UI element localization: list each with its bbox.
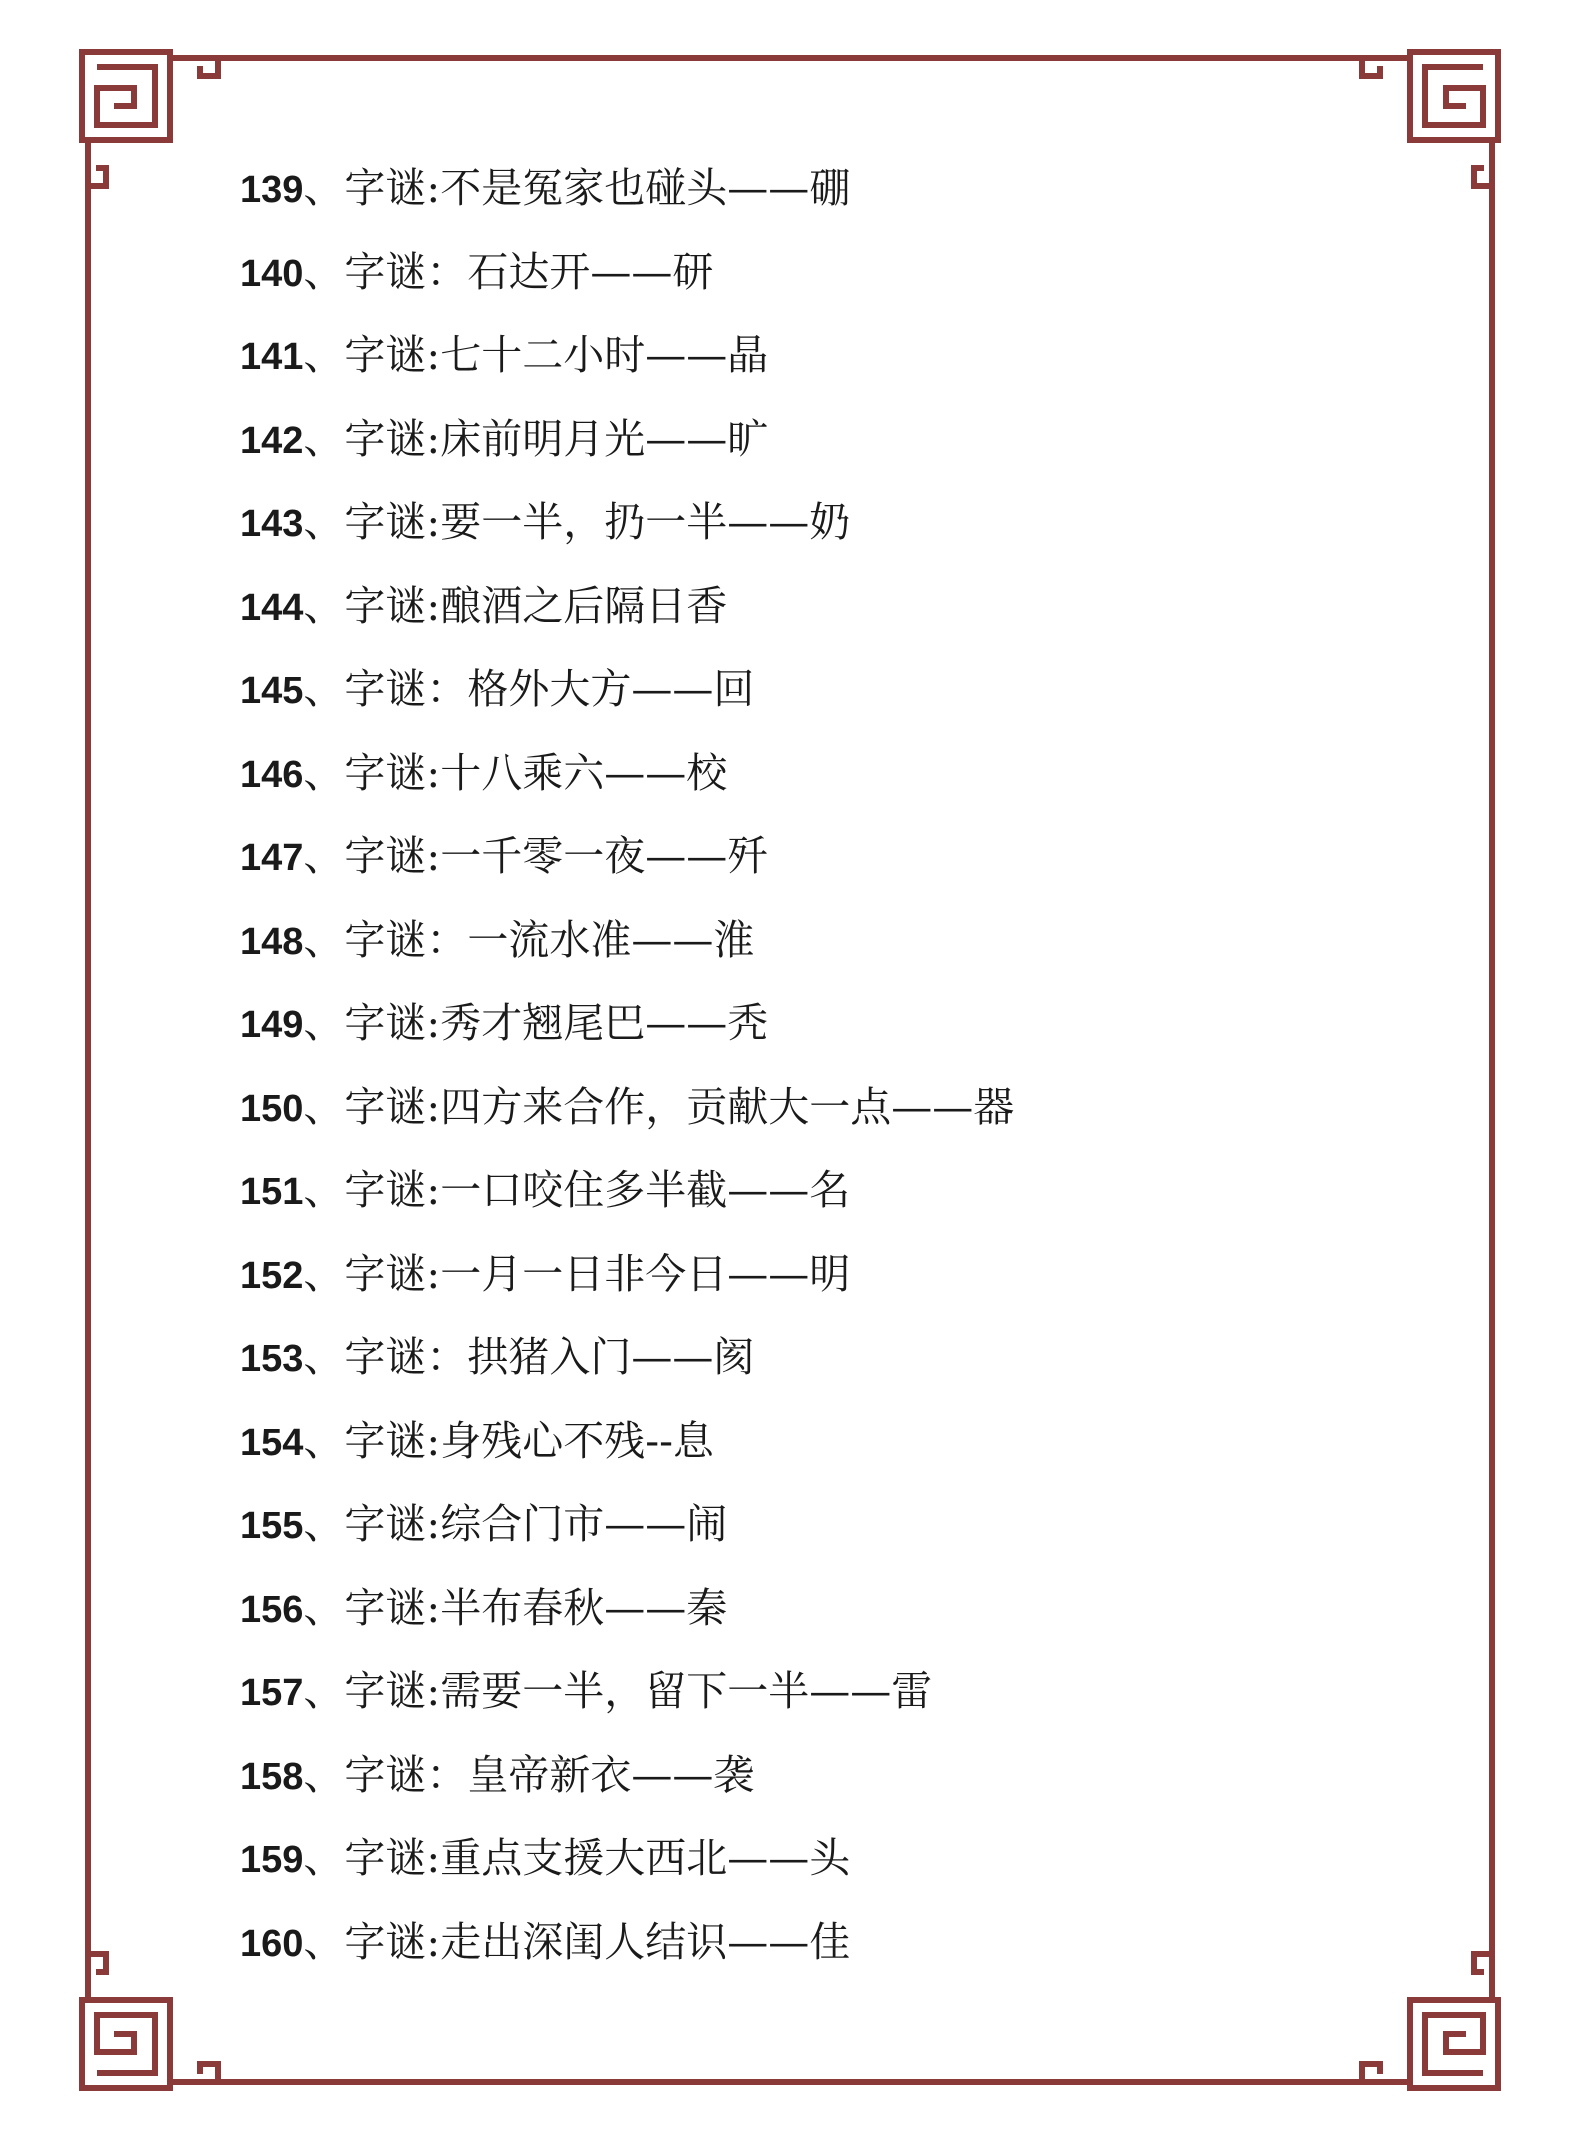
- riddle-number: 157: [240, 1672, 304, 1714]
- riddle-text: 、字谜:需要一半，留下一半——雷: [303, 1667, 933, 1715]
- riddle-item: [240, 1162, 1340, 1246]
- riddle-number: 160: [240, 1922, 304, 1965]
- riddle-text: 、字谜:七十二小时——晶: [303, 331, 769, 379]
- riddle-number: 141: [240, 336, 304, 378]
- riddle-number: 140: [240, 252, 304, 295]
- riddle-text: 、字谜：拱猪入门——阂: [303, 1333, 755, 1381]
- riddle-item: [240, 1663, 1340, 1747]
- riddle-number: 159: [240, 1839, 304, 1881]
- riddle-number: 146: [240, 753, 304, 796]
- riddle-text: 、字谜：石达开——研: [303, 247, 714, 296]
- riddle-text: 、字谜：一流水准——淮: [303, 915, 755, 964]
- riddle-item: [240, 828, 1340, 912]
- riddle-item: [240, 1246, 1340, 1330]
- riddle-text: 、字谜:不是冤家也碰头——硼: [303, 164, 851, 212]
- riddle-text: 、字谜:走出深闺人结识——佳: [303, 1917, 851, 1966]
- riddle-item: [240, 411, 1340, 495]
- riddle-number: 153: [240, 1338, 304, 1380]
- riddle-item: [240, 1329, 1340, 1413]
- riddle-number: 139: [240, 169, 304, 211]
- riddle-text: 、字谜：格外大方——回: [303, 665, 755, 713]
- riddle-number: 145: [240, 670, 304, 712]
- riddle-text: 、字谜:综合门市——闹: [303, 1500, 728, 1548]
- riddle-number: 147: [240, 837, 304, 879]
- riddle-item: [240, 160, 1340, 244]
- riddle-number: 148: [240, 920, 304, 963]
- riddle-item: [240, 244, 1340, 328]
- riddle-number: 158: [240, 1755, 304, 1798]
- riddle-text: 、字谜:身残心不残--息: [303, 1416, 714, 1465]
- riddle-text: 、字谜:重点支援大西北——头: [303, 1834, 851, 1882]
- riddle-item: [240, 1580, 1340, 1664]
- riddle-text: 、字谜:十八乘六——校: [303, 748, 728, 797]
- riddle-list: [240, 160, 1340, 1997]
- riddle-item: [240, 912, 1340, 996]
- riddle-item: [240, 1914, 1340, 1998]
- riddle-item: [240, 1747, 1340, 1831]
- riddle-item: [240, 327, 1340, 411]
- riddle-text: 、字谜:四方来合作，贡献大一点——器: [303, 1082, 1015, 1131]
- riddle-text: 、字谜:一千零一夜——歼: [303, 832, 769, 880]
- riddle-item: [240, 1079, 1340, 1163]
- riddle-number: 142: [240, 419, 304, 462]
- riddle-text: 、字谜:床前明月光——旷: [303, 414, 769, 463]
- riddle-number: 143: [240, 503, 304, 545]
- riddle-number: 152: [240, 1254, 304, 1297]
- riddle-text: 、字谜:秀才翘尾巴——秃: [303, 999, 769, 1047]
- riddle-item: [240, 661, 1340, 745]
- corner-ornament-bottom-left: [82, 1954, 218, 2088]
- riddle-text: 、字谜：皇帝新衣——袭: [303, 1750, 755, 1799]
- riddle-number: 144: [240, 586, 304, 629]
- riddle-number: 155: [240, 1505, 304, 1547]
- riddle-number: 151: [240, 1171, 304, 1213]
- corner-ornament-top-right: [1362, 52, 1498, 186]
- riddle-number: 149: [240, 1004, 304, 1046]
- riddle-item: [240, 1830, 1340, 1914]
- riddle-text: 、字谜:半布春秋——秦: [303, 1583, 728, 1632]
- riddle-text: 、字谜:酿酒之后隔日香: [303, 581, 728, 630]
- corner-ornament-bottom-right: [1362, 1954, 1498, 2088]
- riddle-number: 154: [240, 1421, 304, 1464]
- riddle-text: 、字谜:要一半，扔一半——奶: [303, 498, 851, 546]
- corner-ornament-top-left: [82, 52, 218, 186]
- riddle-item: [240, 1496, 1340, 1580]
- riddle-item: [240, 745, 1340, 829]
- riddle-item: [240, 1413, 1340, 1497]
- riddle-text: 、字谜:一月一日非今日——明: [303, 1249, 851, 1298]
- riddle-item: [240, 995, 1340, 1079]
- riddle-item: [240, 494, 1340, 578]
- riddle-number: 156: [240, 1588, 304, 1631]
- riddle-item: [240, 578, 1340, 662]
- riddle-number: 150: [240, 1087, 304, 1130]
- riddle-text: 、字谜:一口咬住多半截——名: [303, 1166, 851, 1214]
